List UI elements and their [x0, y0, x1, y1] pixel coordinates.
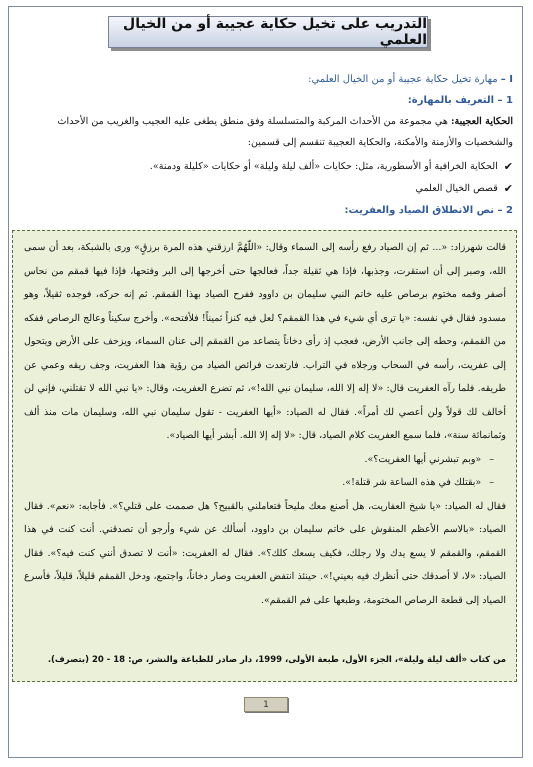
- section-heading-text: مهارة تخيل حكاية عجيبة أو من الخيال العلمي:: [308, 74, 498, 85]
- list-item: [18, 178, 513, 200]
- section-heading: [18, 74, 513, 85]
- bullet-text: قصص الخيال العلمي: [415, 183, 498, 194]
- checkmark-icon: ✔: [503, 160, 513, 173]
- section-number: I –: [500, 74, 513, 85]
- list-item: [18, 156, 513, 178]
- definition-paragraph: [18, 111, 513, 153]
- story-paragraph: فقال له الصياد: «يا شيخ العفاريت، هل أصنع معك مليحاً فتعاملني بالقبيح؟ هل صممت على قتلي؟». فأجابه: «نعم». فقال الصياد: «بالاسم الأعظم المنقوش على خاتم سليمان بن داوود، أسألك عن شيء وأرجو أن تصدقني. أنت كنت في هذا القمقم، والقمقم لا يسع يدك ولا رجلك، فكيف يسعك كلك؟». فقال له العفريت: «أنت لا تصدق أنني كنت فيه؟». فقال الصياد: «لا، لا أصدقك حتى أنظرك فيه بعيني!». حينئذ انتفض العفريت وصار دخاناً، واجتمع، ودخل القمقم قليلاً، قليلاً، فأسرع الصياد إلى قطعة الرصاص المختومة، وطبعها على فم القمقم».: [24, 500, 506, 606]
- source-citation: من كتاب «ألف ليلة وليلة»، الجزء الأول، طبعة الأولى، 1999، دار صادر للطباعة والنشر، ص: 18 - 20 (بتصرف).: [47, 655, 506, 665]
- story-paragraph: قالت شهرزاد: «... ثم إن الصياد رفع رأسه إلى السماء وقال: «اللّهُمَّ ارزقني هذه المرة برزقٍ» ورى بالشبكة، بعد أن سمى الله، وصبر إلى أن استقرت، وجذبها، فإذا هي ثقيلة جداً، فعالجها حتى أخرجها إلى البر وفتحها، فإذا فيها قمقم من نحاس أصفر وفمه مختوم برصاص عليه خاتم النبي سليمان بن داوود ففرح الصياد بهذا القمقم. ثم إنه حركه، فوجده ثقيلاً، وهو مسدود فقال في نفسه: «يا ترى أي شيء في هذا القمقم؟ لعل فيه كنزاً ثميناً! فلأفتحه». وأخرج سكيناً وعالج الرصاص ففكه من القمقم، وحطه إلى جانب الأرض، فعجب إذ رأى دخاناً يتصاعد من القمقم إلى عنان السماء، ويزحف على الأرض ويتحول إلى عفريت، رأسه في السحاب ورجلاه في التراب. فارتعدت فرائص الصياد من رؤية هذا العفريت، وجف ريقه وعمي عن طريقه. فلما رآه العفريت قال: «لا إله إلا الله، سليمان نبي الله!»، ثم تضرع العفريت، وقال: «يا نبي الله لا تقتلني، فإني لن أخالف لك قولاً ولن أعصي لك أمراً». فقال له الصياد: «أيها العفريت - تقول سليمان نبي الله، وسليمان مات منذ ألف وثمانمائة سنة»، فلما سمع العفريت كلام الصياد، قال: «لا إله إلا الله. أبشر أيها الصياد».: [24, 242, 506, 441]
- story-text: [24, 236, 506, 612]
- checkmark-icon: ✔: [503, 182, 513, 195]
- page-number: 1: [244, 697, 288, 712]
- page-title: التدريب على تخيل حكاية عجيبة أو من الخيال العلمي: [108, 16, 428, 48]
- bullet-text: الحكاية الخرافية أو الأسطورية، مثل: حكايات «ألف ليلة وليلة» أو حكايات «كليلة ودمنة».: [149, 161, 498, 172]
- definition-term: الحكاية العجيبة:: [450, 116, 513, 127]
- dialogue-line: – «بقتلك في هذه الساعة شر قتلة!».: [342, 477, 494, 488]
- subheading-definition: 1 – التعريف بالمهارة:: [407, 95, 513, 106]
- definition-bullets: [18, 156, 529, 200]
- dialogue-line: – «وبم تبشرني أيها العفريت؟».: [364, 453, 494, 465]
- definition-text: هي مجموعة من الأحداث المركبة والمتسلسلة وفق منطق يطغى عليه العجيب والغريب من الأحداث والشخصيات والأزمنة والأمكنة، والحكاية العجيبة تنقسم إلى قسمين:: [57, 116, 513, 148]
- subheading-text: 2 – نص الانطلاق الصياد والعفريت:: [344, 205, 513, 216]
